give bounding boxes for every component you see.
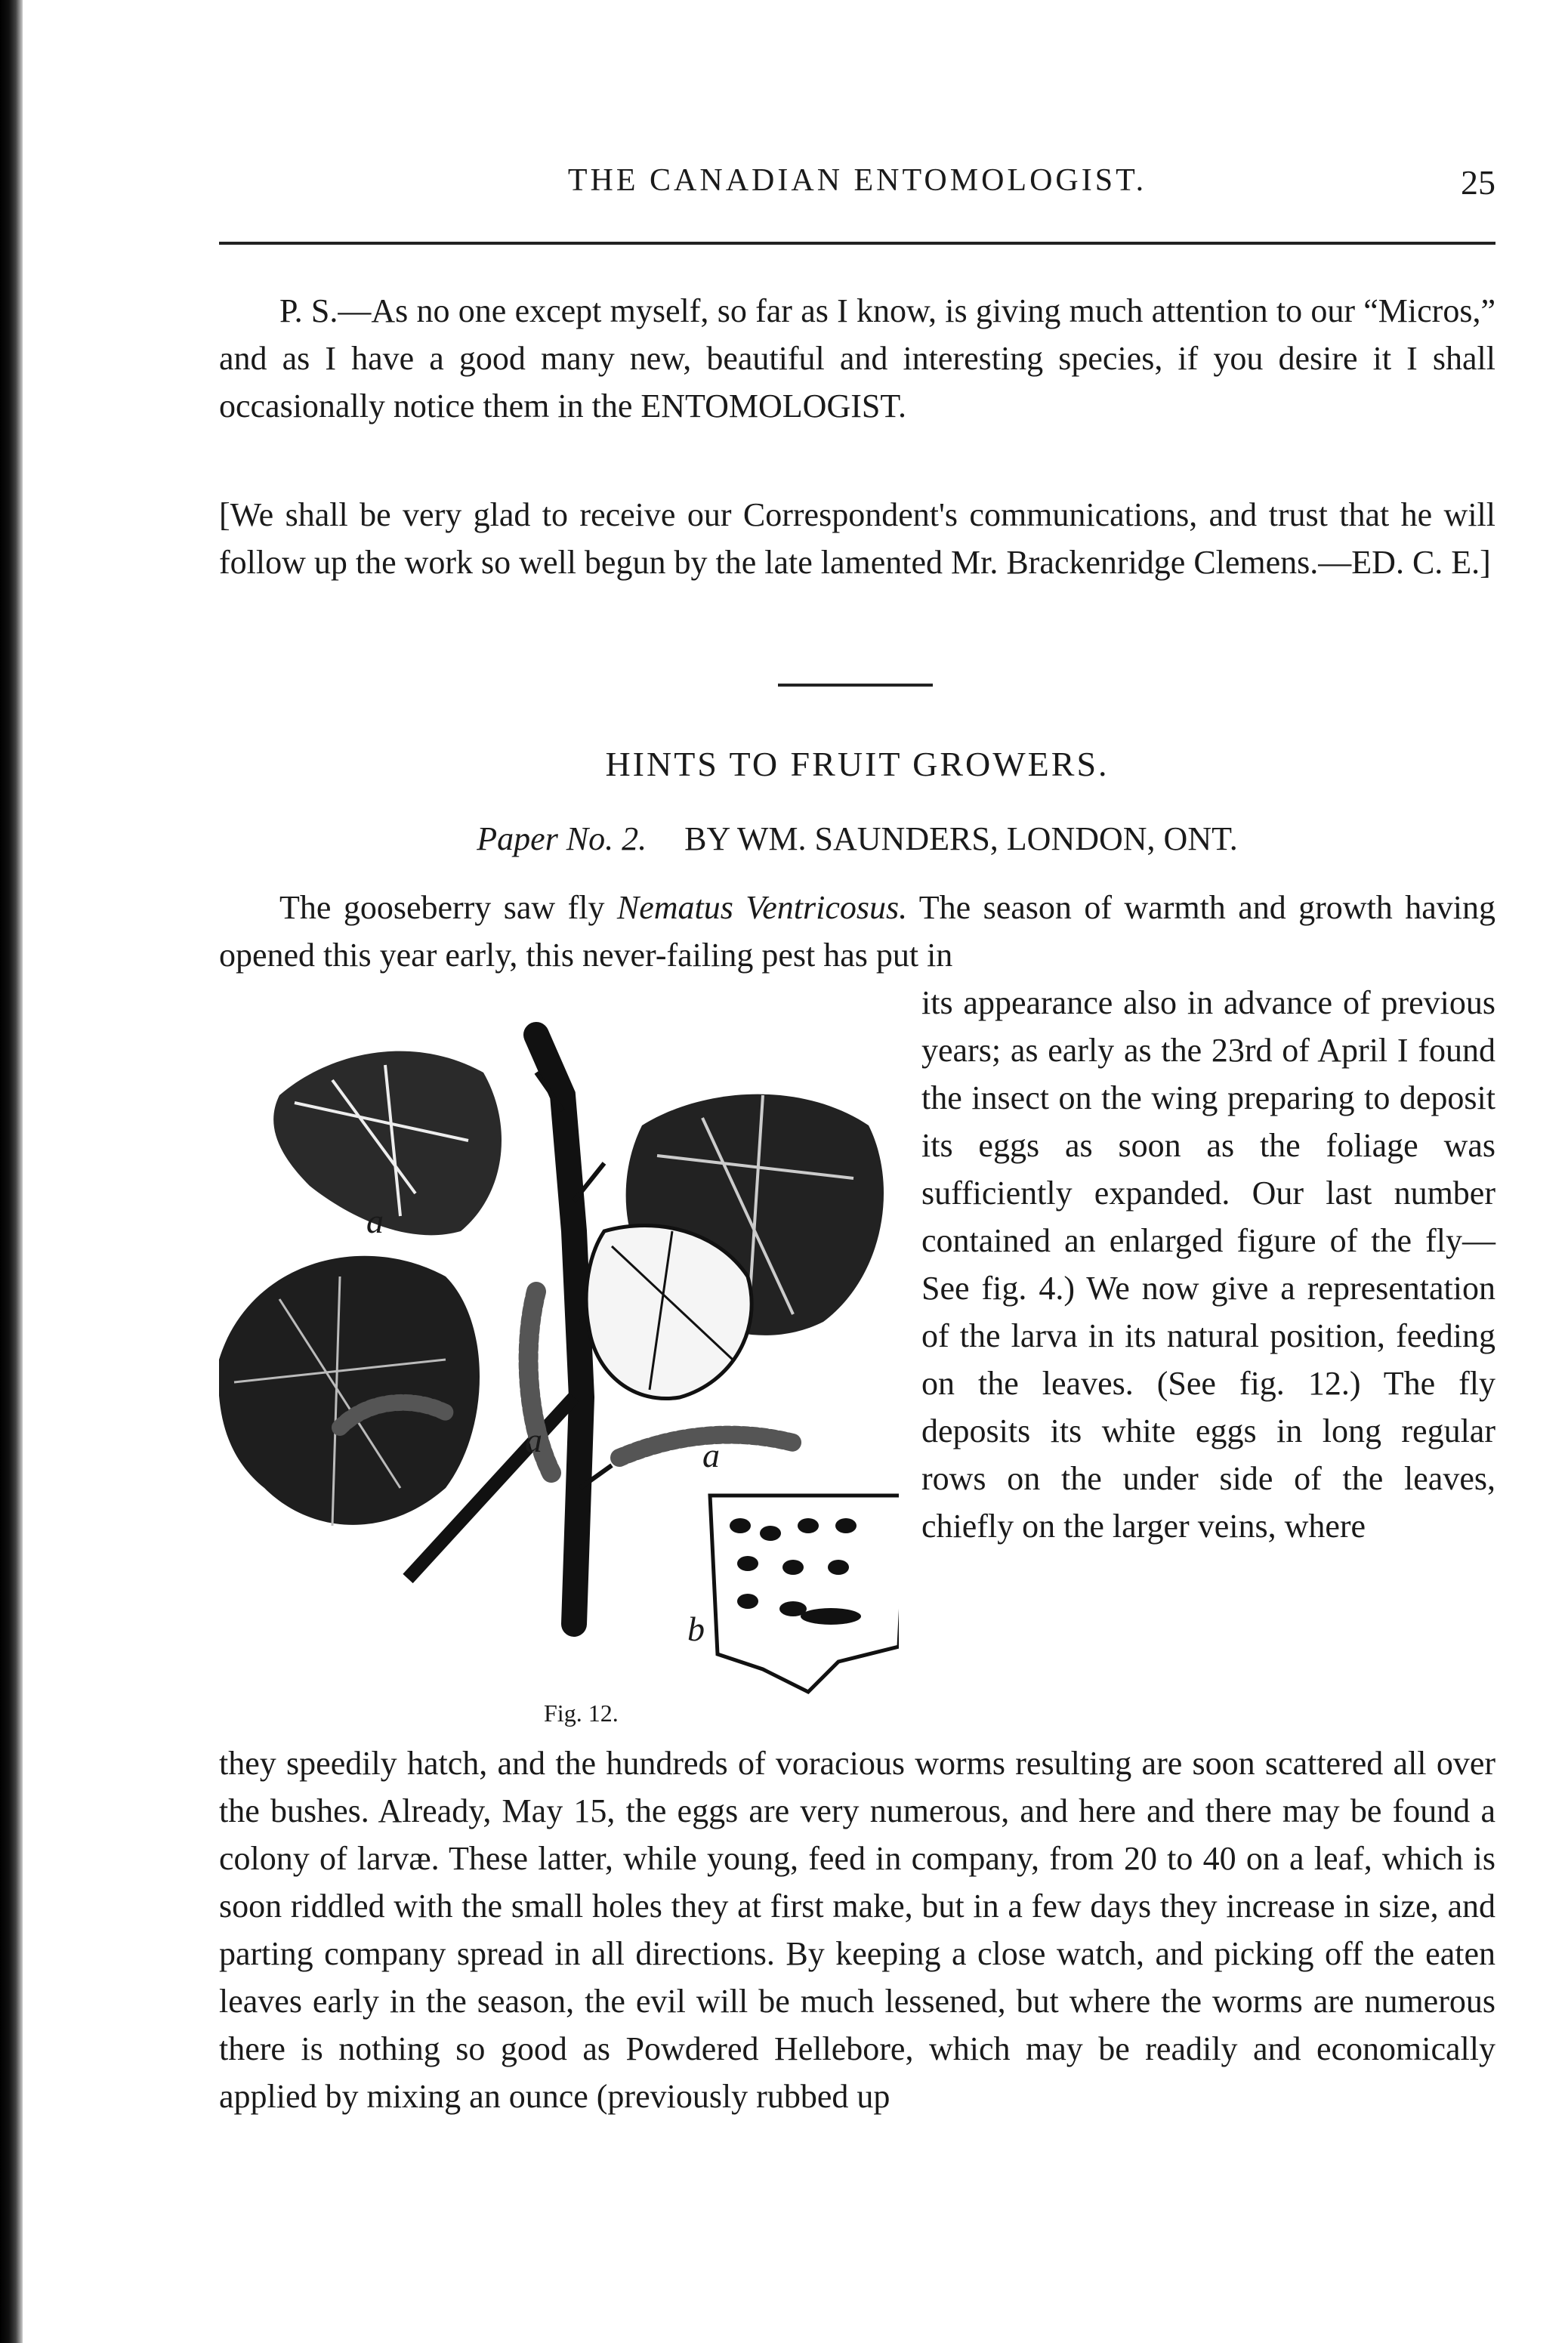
figure-label-a-mid: a [525, 1421, 542, 1459]
figure-label-a-top: a [366, 1202, 384, 1240]
article-title: HINTS TO FRUIT GROWERS. [605, 745, 1110, 783]
intro-text-1: The gooseberry saw fly [279, 889, 617, 926]
section-divider [778, 684, 933, 687]
article-byline [219, 820, 1495, 858]
gooseberry-branch-illustration [219, 1005, 899, 1699]
figure-gooseberry-sawfly [219, 1005, 899, 1730]
page-header [219, 162, 1495, 208]
figure-label-a-right: a [702, 1436, 720, 1474]
species-name: Nematus Ventricosus. [616, 889, 908, 926]
lower-paragraph: they speedily hatch, and the hundreds of voracious worms resulting are soon scattered all over the bushes. Already, May 15, the eggs are very numerous, and here and there may be found a colony of larvæ. These latter, while young, feed in company, from 20 to 40 on a leaf, which is soon riddled with the small holes they at first make, but in a few days they increase in size, and parting company spread in all directions. By keeping a close watch, and picking off the eaten leaves early in the season, the evil will be much lessened, but where the worms are numerous there is nothing so good as Powdered Hellebore, which may be readily and economically applied by mixing an ounce (previously rubbed up [219, 1745, 1495, 2115]
editor-note: [We shall be very glad to receive our Correspondent's communications, and trust that he will follow up the work so well begun by the late lamented Mr. Brackenridge Clemens.—ED. C. E.] [219, 496, 1495, 581]
page-number: 25 [1461, 163, 1495, 202]
ps-paragraph: P. S.—As no one except myself, so far as I know, is giving much attention to our “Micros,” and as I have a good many new, beautiful and interesting species, if you desire it I shall occasionally notice them in the ENTOMOLOGIST. [219, 292, 1495, 424]
author-line: BY WM. SAUNDERS, LONDON, ONT. [684, 820, 1238, 857]
column-paragraph: its appearance also in advance of previous years; as early as the 23rd of April I found the insect on the wing preparing to deposit its eggs as soon as the foliage was sufficiently expanded. Our last number contained an enlarged figure of the fly—See fig. 4.) We now give a representation of the larva in its natural position, feeding on the leaves. (See fig. 12.) The fly deposits its white eggs in long regular rows on the under side of the leaves, chiefly on the larger veins, where [921, 984, 1495, 1545]
figure-caption: Fig. 12. [544, 1699, 619, 1727]
figure-label-b: b [687, 1610, 705, 1648]
intro-paragraph [219, 884, 1495, 979]
header-rule [219, 242, 1495, 245]
running-head: THE CANADIAN ENTOMOLOGIST. [567, 163, 1147, 198]
paper-number: Paper No. 2. [477, 820, 647, 857]
book-spine-edge [0, 0, 23, 2343]
intro-text-2: The season of warmth and growth having opened this year early, this never-failing pest has put in [219, 889, 1495, 974]
